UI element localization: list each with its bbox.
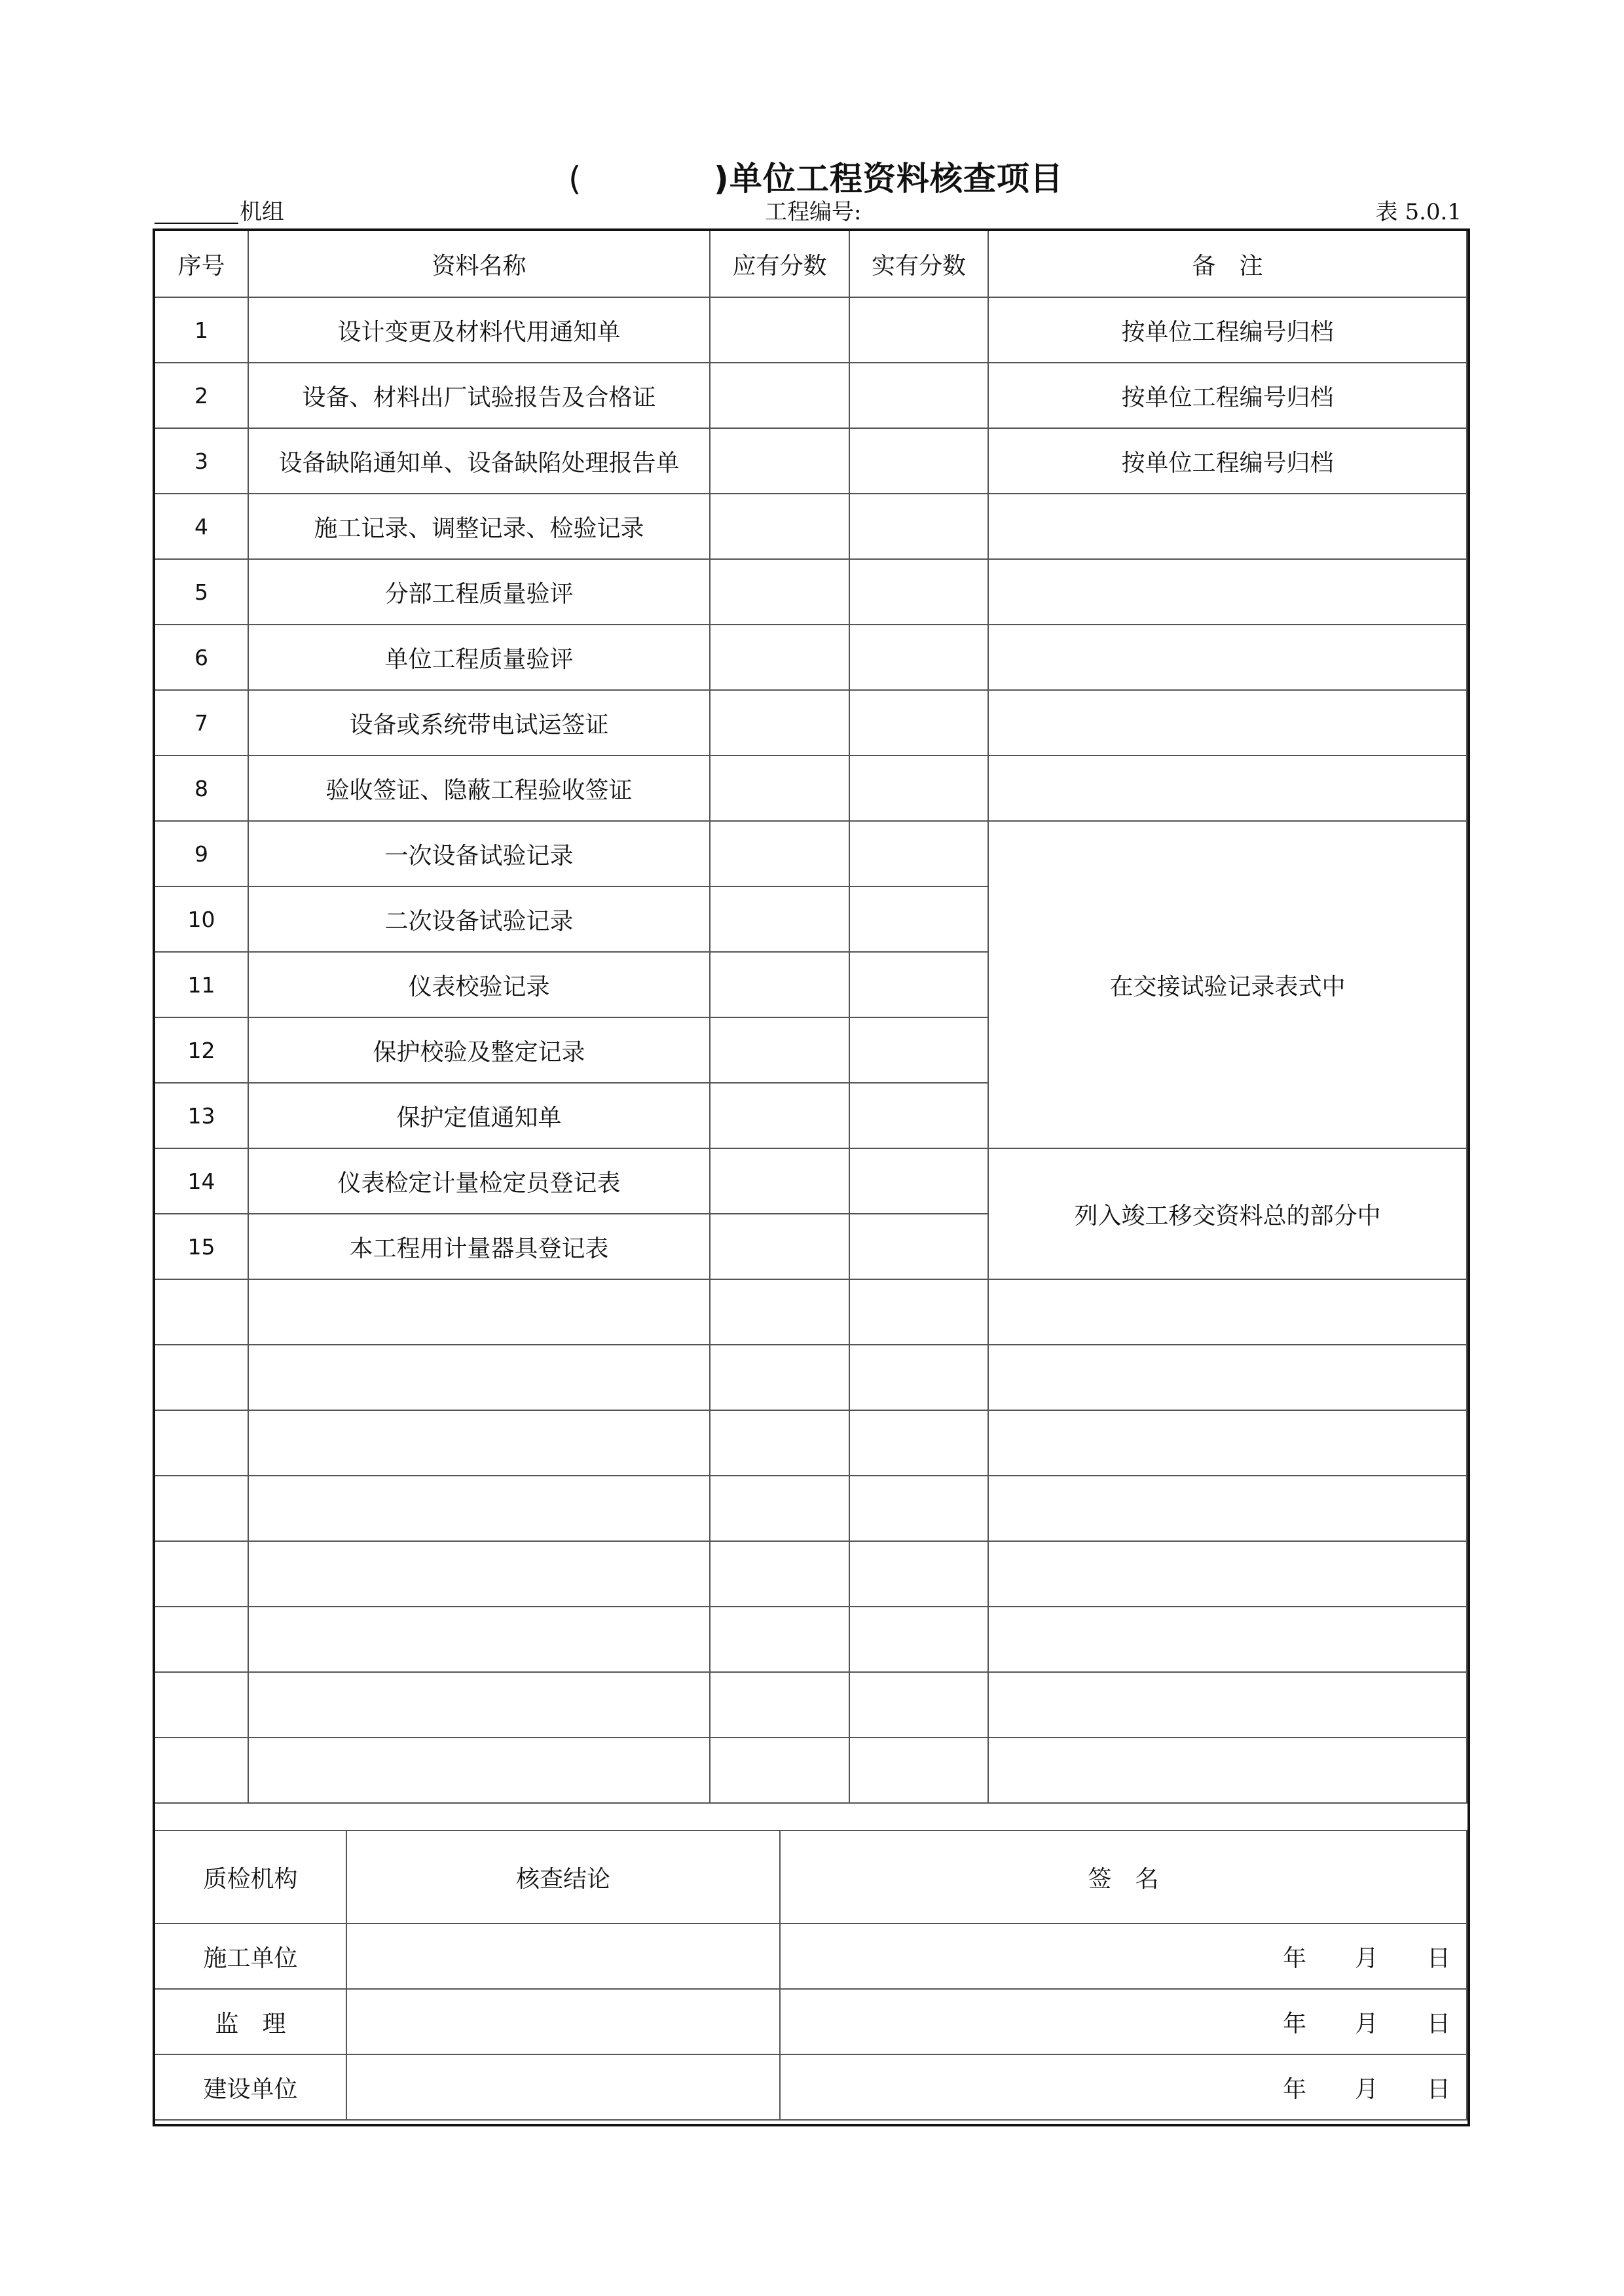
required-count-cell[interactable]	[710, 886, 849, 952]
item-name: 验收签证、隐蔽工程验收签证	[248, 756, 710, 821]
conclusion-cell[interactable]	[346, 1923, 780, 1989]
item-name: 一次设备试验记录	[248, 821, 710, 886]
empty-cell[interactable]	[849, 1476, 988, 1541]
empty-cell[interactable]	[988, 1410, 1467, 1476]
actual-count-cell[interactable]	[849, 297, 988, 363]
empty-cell[interactable]	[849, 1279, 988, 1345]
row-number: 13	[155, 1083, 248, 1148]
unit-blank-line	[155, 223, 238, 224]
remark-cell[interactable]	[988, 494, 1467, 559]
month-label: 月	[1354, 2010, 1378, 2037]
item-name: 本工程用计量器具登记表	[248, 1214, 710, 1279]
empty-cell[interactable]	[248, 1345, 710, 1410]
row-number: 6	[155, 625, 248, 690]
empty-cell[interactable]	[248, 1738, 710, 1803]
form-meta-line	[0, 198, 1624, 227]
table-row	[155, 428, 1467, 494]
remark-cell[interactable]	[988, 756, 1467, 821]
row-number: 8	[155, 756, 248, 821]
org-label: 施工单位	[155, 1923, 346, 1989]
table-row	[155, 625, 1467, 690]
conclusion-cell[interactable]	[346, 1989, 780, 2054]
empty-cell[interactable]	[710, 1279, 849, 1345]
empty-cell[interactable]	[155, 1345, 248, 1410]
header-signature: 签 名	[780, 1831, 1467, 1923]
empty-cell[interactable]	[710, 1738, 849, 1803]
item-name: 设备缺陷通知单、设备缺陷处理报告单	[248, 428, 710, 494]
empty-row	[155, 1410, 1467, 1476]
empty-cell[interactable]	[988, 1607, 1467, 1672]
check-items-table	[154, 230, 1467, 1804]
remark-cell: 按单位工程编号归档	[988, 297, 1467, 363]
column-header-actual: 实有分数	[849, 230, 988, 297]
form-number: 表 5.0.1	[1375, 199, 1462, 225]
actual-count-cell[interactable]	[849, 428, 988, 494]
unit-label: 机组	[240, 199, 284, 225]
item-name: 二次设备试验记录	[248, 886, 710, 952]
empty-cell[interactable]	[155, 1410, 248, 1476]
empty-cell[interactable]	[710, 1410, 849, 1476]
year-label: 年	[1282, 2075, 1306, 2103]
actual-count-cell[interactable]	[849, 1083, 988, 1148]
table-row	[155, 821, 1467, 886]
item-name: 保护校验及整定记录	[248, 1017, 710, 1083]
org-label: 建设单位	[155, 2054, 346, 2120]
empty-row	[155, 1541, 1467, 1607]
empty-cell[interactable]	[710, 1607, 849, 1672]
empty-cell[interactable]	[849, 1738, 988, 1803]
required-count-cell[interactable]	[710, 494, 849, 559]
empty-cell[interactable]	[988, 1672, 1467, 1738]
item-name: 施工记录、调整记录、检验记录	[248, 494, 710, 559]
actual-count-cell[interactable]	[849, 1148, 988, 1214]
empty-cell[interactable]	[849, 1410, 988, 1476]
item-name: 设备、材料出厂试验报告及合格证	[248, 363, 710, 428]
org-label: 监 理	[155, 1989, 346, 2054]
required-count-cell[interactable]	[710, 756, 849, 821]
item-name: 仪表校验记录	[248, 952, 710, 1017]
day-label: 日	[1426, 2010, 1450, 2037]
required-count-cell[interactable]	[710, 690, 849, 756]
empty-cell[interactable]	[849, 1672, 988, 1738]
row-number: 12	[155, 1017, 248, 1083]
table-row	[155, 494, 1467, 559]
actual-count-cell[interactable]	[849, 1214, 988, 1279]
title-text: )单位工程资料核查项目	[714, 160, 1063, 198]
item-name: 仪表检定计量检定员登记表	[248, 1148, 710, 1214]
empty-cell[interactable]	[248, 1541, 710, 1607]
row-number: 14	[155, 1148, 248, 1214]
column-header-no: 序号	[155, 230, 248, 297]
required-count-cell[interactable]	[710, 428, 849, 494]
row-number: 7	[155, 690, 248, 756]
empty-cell[interactable]	[988, 1476, 1467, 1541]
empty-cell[interactable]	[155, 1607, 248, 1672]
column-header-remark: 备 注	[988, 230, 1467, 297]
remark-cell[interactable]	[988, 625, 1467, 690]
day-label: 日	[1426, 1944, 1450, 1972]
signature-date-cell[interactable]	[780, 1923, 1467, 1989]
required-count-cell[interactable]	[710, 952, 849, 1017]
actual-count-cell[interactable]	[849, 559, 988, 625]
empty-cell[interactable]	[988, 1541, 1467, 1607]
actual-count-cell[interactable]	[849, 821, 988, 886]
row-number: 15	[155, 1214, 248, 1279]
actual-count-cell[interactable]	[849, 363, 988, 428]
actual-count-cell[interactable]	[849, 952, 988, 1017]
required-count-cell[interactable]	[710, 821, 849, 886]
empty-cell[interactable]	[155, 1672, 248, 1738]
conclusion-cell[interactable]	[346, 2054, 780, 2120]
item-name: 设备或系统带电试运签证	[248, 690, 710, 756]
row-number: 3	[155, 428, 248, 494]
item-name: 保护定值通知单	[248, 1083, 710, 1148]
signoff-row	[155, 1923, 1467, 1989]
required-count-cell[interactable]	[710, 297, 849, 363]
table-row	[155, 363, 1467, 428]
empty-row	[155, 1738, 1467, 1803]
row-number: 10	[155, 886, 248, 952]
form-title	[0, 156, 1624, 202]
remark-cell[interactable]	[988, 559, 1467, 625]
title-open-paren: (	[568, 160, 581, 198]
actual-count-cell[interactable]	[849, 1017, 988, 1083]
empty-cell[interactable]	[248, 1410, 710, 1476]
empty-cell[interactable]	[988, 1738, 1467, 1803]
table-header-row	[155, 230, 1467, 297]
row-number: 9	[155, 821, 248, 886]
actual-count-cell[interactable]	[849, 886, 988, 952]
empty-row	[155, 1476, 1467, 1541]
empty-row	[155, 1279, 1467, 1345]
empty-cell[interactable]	[248, 1607, 710, 1672]
row-number: 5	[155, 559, 248, 625]
table-row	[155, 756, 1467, 821]
empty-cell[interactable]	[849, 1345, 988, 1410]
empty-cell[interactable]	[710, 1345, 849, 1410]
remark-cell: 按单位工程编号归档	[988, 428, 1467, 494]
row-number: 4	[155, 494, 248, 559]
empty-cell[interactable]	[988, 1345, 1467, 1410]
header-conclusion: 核查结论	[346, 1831, 780, 1923]
remark-cell[interactable]	[988, 690, 1467, 756]
column-header-name: 资料名称	[248, 230, 710, 297]
empty-cell[interactable]	[248, 1672, 710, 1738]
empty-cell[interactable]	[988, 1279, 1467, 1345]
empty-row	[155, 1672, 1467, 1738]
empty-cell[interactable]	[248, 1279, 710, 1345]
required-count-cell[interactable]	[710, 363, 849, 428]
empty-cell[interactable]	[248, 1476, 710, 1541]
empty-row	[155, 1607, 1467, 1672]
remark-merged-test-records: 在交接试验记录表式中	[988, 821, 1467, 1148]
empty-cell[interactable]	[155, 1279, 248, 1345]
actual-count-cell[interactable]	[849, 625, 988, 690]
year-label: 年	[1282, 2010, 1306, 2037]
month-label: 月	[1354, 2075, 1378, 2103]
item-name: 分部工程质量验评	[248, 559, 710, 625]
empty-cell[interactable]	[710, 1672, 849, 1738]
signature-date-cell[interactable]	[780, 1989, 1467, 2054]
signoff-header-row	[155, 1831, 1467, 1923]
table-row	[155, 297, 1467, 363]
required-count-cell[interactable]	[710, 1017, 849, 1083]
empty-cell[interactable]	[155, 1541, 248, 1607]
required-count-cell[interactable]	[710, 1083, 849, 1148]
table-row	[155, 690, 1467, 756]
signoff-table	[154, 1830, 1467, 2121]
remark-cell: 按单位工程编号归档	[988, 363, 1467, 428]
actual-count-cell[interactable]	[849, 494, 988, 559]
column-header-required: 应有分数	[710, 230, 849, 297]
remark-merged-handover: 列入竣工移交资料总的部分中	[988, 1148, 1467, 1279]
year-label: 年	[1282, 1944, 1306, 1972]
required-count-cell[interactable]	[710, 559, 849, 625]
signoff-row	[155, 1989, 1467, 2054]
empty-cell[interactable]	[710, 1541, 849, 1607]
table-row	[155, 559, 1467, 625]
required-count-cell[interactable]	[710, 1148, 849, 1214]
day-label: 日	[1426, 2075, 1450, 2103]
required-count-cell[interactable]	[710, 625, 849, 690]
project-number-label: 工程编号:	[765, 199, 862, 225]
item-name: 设计变更及材料代用通知单	[248, 297, 710, 363]
signature-date-cell[interactable]	[780, 2054, 1467, 2120]
empty-cell[interactable]	[155, 1476, 248, 1541]
month-label: 月	[1354, 1944, 1378, 1972]
empty-cell[interactable]	[710, 1476, 849, 1541]
empty-cell[interactable]	[155, 1738, 248, 1803]
table-row	[155, 1148, 1467, 1214]
required-count-cell[interactable]	[710, 1214, 849, 1279]
actual-count-cell[interactable]	[849, 756, 988, 821]
empty-cell[interactable]	[849, 1607, 988, 1672]
signoff-row	[155, 2054, 1467, 2120]
row-number: 2	[155, 363, 248, 428]
empty-row	[155, 1345, 1467, 1410]
row-number: 11	[155, 952, 248, 1017]
empty-cell[interactable]	[849, 1541, 988, 1607]
item-name: 单位工程质量验评	[248, 625, 710, 690]
row-number: 1	[155, 297, 248, 363]
actual-count-cell[interactable]	[849, 690, 988, 756]
header-qc-org: 质检机构	[155, 1831, 346, 1923]
